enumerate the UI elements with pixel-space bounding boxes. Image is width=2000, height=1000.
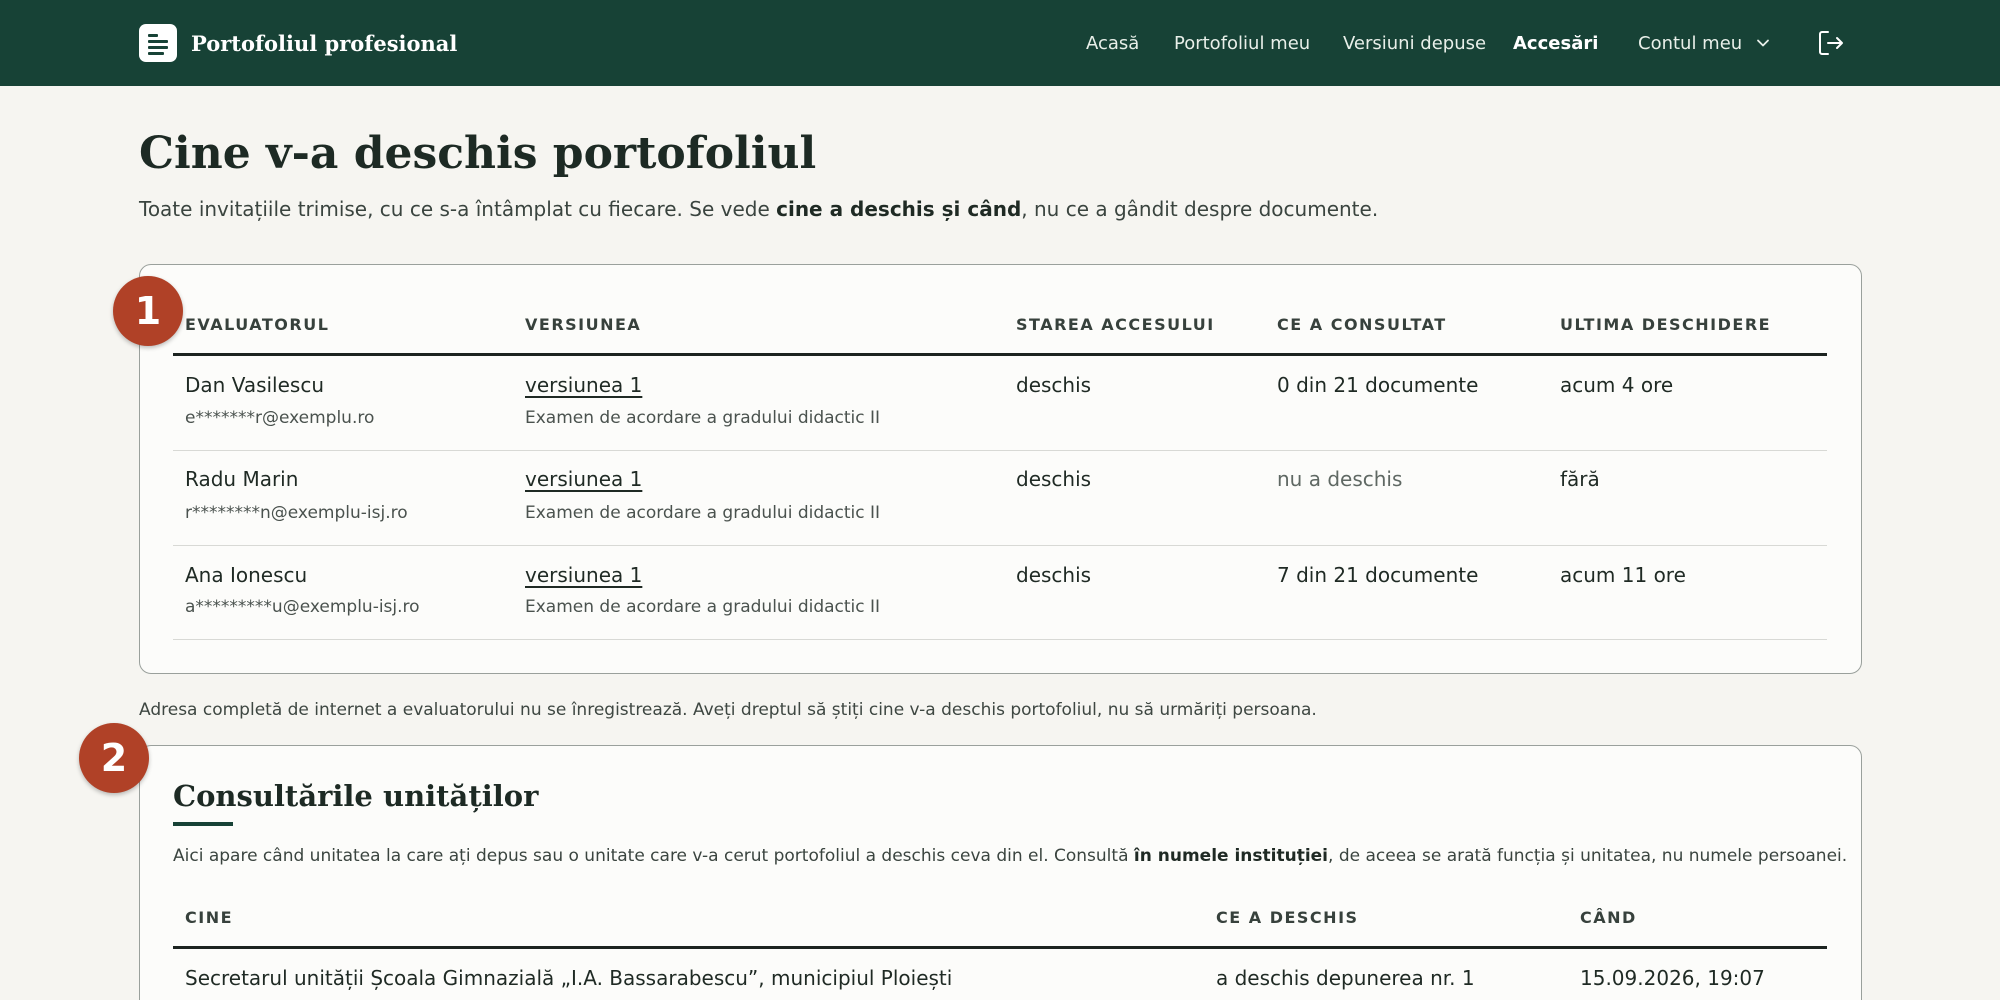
column-header-access-status: STAREA ACCESULUI	[1016, 315, 1215, 334]
access-status: deschis	[1016, 467, 1092, 491]
brand-name: Portofoliul profesional	[191, 30, 458, 56]
evaluator-name: Dan Vasilescu	[185, 373, 325, 397]
evaluator-email: r********n@exemplu-isj.ro	[185, 503, 408, 523]
column-header-evaluator: EVALUATORUL	[185, 315, 330, 334]
evaluator-name: Ana Ionescu	[185, 563, 308, 587]
chevron-down-icon	[1756, 36, 1770, 50]
last-opened: fără	[1560, 467, 1600, 491]
page-subtitle: Toate invitațiile trimise, cu ce s-a întâmplat cu fiecare. Se vede cine a deschis și când, nu ce a gândit despre documente.	[139, 197, 1379, 221]
version-link[interactable]: versiunea 1	[525, 467, 643, 491]
account-menu[interactable]	[1638, 0, 1770, 86]
document-icon	[139, 24, 177, 62]
page-title: Cine v-a deschis portofoliul	[139, 128, 817, 179]
last-opened: acum 4 ore	[1560, 373, 1674, 397]
nav-my-portfolio[interactable]: Portofoliul meu	[1174, 32, 1311, 54]
version-description: Examen de acordare a gradului didactic II	[525, 503, 881, 523]
step-badge-1: 1	[113, 276, 183, 346]
column-header-who: CINE	[185, 908, 234, 927]
logout-icon[interactable]	[1816, 28, 1846, 58]
access-status: deschis	[1016, 373, 1092, 397]
consulted-count: 7 din 21 documente	[1277, 563, 1479, 587]
row-divider	[173, 450, 1827, 451]
column-header-version: VERSIUNEA	[525, 315, 642, 334]
column-header-what-opened: CE A DESCHIS	[1216, 908, 1359, 927]
version-description: Examen de acordare a gradului didactic II	[525, 597, 881, 617]
step-badge-2: 2	[79, 723, 149, 793]
nav-access-log[interactable]: Accesări	[1513, 32, 1599, 54]
row-divider	[173, 639, 1827, 640]
privacy-note: Adresa completă de internet a evaluatorului nu se înregistrează. Aveți dreptul să știți cine v-a deschis portofoliul, nu să urmăriți persoana.	[139, 700, 1317, 720]
nav-submitted-versions[interactable]: Versiuni depuse	[1343, 32, 1487, 54]
row-divider	[173, 545, 1827, 546]
consulting-unit: Secretarul unității Școala Gimnazială „I.A. Bassarabescu”, municipiul Ploiești	[185, 966, 953, 990]
brand[interactable]	[139, 22, 457, 64]
evaluator-name: Radu Marin	[185, 467, 299, 491]
section-title-underline	[173, 822, 233, 826]
nav-home[interactable]: Acasă	[1086, 32, 1140, 54]
access-status: deschis	[1016, 563, 1092, 587]
version-description: Examen de acordare a gradului didactic II	[525, 408, 881, 428]
evaluator-email: a*********u@exemplu-isj.ro	[185, 597, 420, 617]
consulted-count: nu a deschis	[1277, 467, 1403, 491]
opened-timestamp: 15.09.2026, 19:07	[1580, 966, 1765, 990]
version-link[interactable]: versiunea 1	[525, 373, 643, 397]
section-description: Aici apare când unitatea la care ați depus sau o unitate care v-a cerut portofoliul a deschis ceva din el. Consultă în numele instituției, de aceea se arată funcția și unitatea, nu numele persoanei.	[173, 846, 1848, 866]
account-menu-label: Contul meu	[1638, 32, 1743, 54]
consulted-count: 0 din 21 documente	[1277, 373, 1479, 397]
table-header-rule	[173, 946, 1827, 949]
version-link[interactable]: versiunea 1	[525, 563, 643, 587]
top-navigation-bar	[0, 0, 2000, 86]
evaluator-email: e*******r@exemplu.ro	[185, 408, 375, 428]
section-title: Consultările unităților	[173, 779, 539, 813]
column-header-when: CÂND	[1580, 908, 1637, 927]
table-header-rule	[173, 353, 1827, 356]
column-header-consulted: CE A CONSULTAT	[1277, 315, 1447, 334]
last-opened: acum 11 ore	[1560, 563, 1686, 587]
opened-item: a deschis depunerea nr. 1	[1216, 966, 1475, 990]
column-header-last-opened: ULTIMA DESCHIDERE	[1560, 315, 1772, 334]
